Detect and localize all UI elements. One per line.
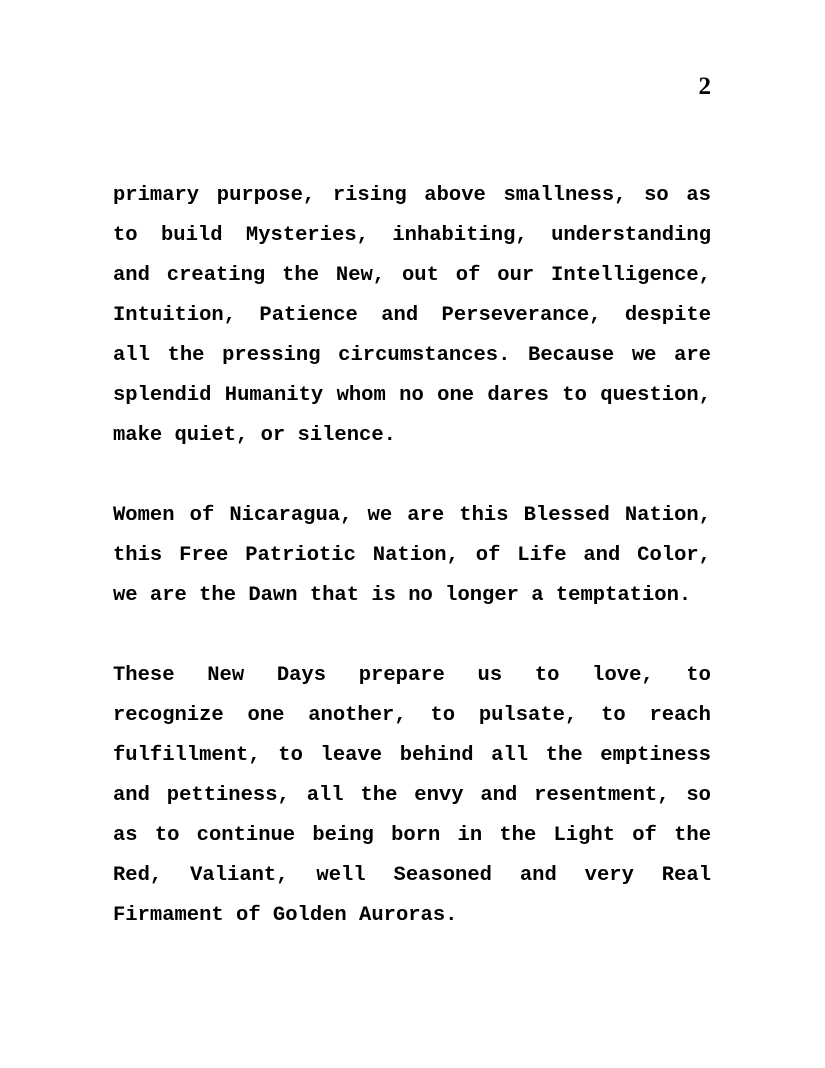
- text-line: Intuition, Patience and Perseverance, despite: [113, 304, 711, 327]
- text-line: recognize one another, to pulsate, to reach: [113, 704, 711, 727]
- text-line: and creating the New, out of our Intelligence,: [113, 264, 711, 287]
- text-line: make quiet, or silence.: [113, 424, 396, 447]
- document-body: [113, 176, 711, 976]
- text-line: Firmament of Golden Auroras.: [113, 904, 458, 927]
- text-line: splendid Humanity whom no one dares to question,: [113, 384, 711, 407]
- paragraph: [113, 496, 711, 616]
- paragraph: [113, 656, 711, 936]
- page-number: 2: [698, 73, 711, 100]
- text-line: and pettiness, all the envy and resentment, so: [113, 784, 711, 807]
- text-line: Red, Valiant, well Seasoned and very Real: [113, 864, 711, 887]
- text-line: fulfillment, to leave behind all the emptiness: [113, 744, 711, 767]
- paragraph: [113, 176, 711, 456]
- text-line: all the pressing circumstances. Because we are: [113, 344, 711, 367]
- text-line: this Free Patriotic Nation, of Life and Color,: [113, 544, 711, 567]
- text-line: we are the Dawn that is no longer a temptation.: [113, 584, 692, 607]
- text-line: These New Days prepare us to love, to: [113, 664, 711, 687]
- text-line: Women of Nicaragua, we are this Blessed Nation,: [113, 504, 711, 527]
- text-line: to build Mysteries, inhabiting, understanding: [113, 224, 711, 247]
- text-line: primary purpose, rising above smallness, so as: [113, 184, 711, 207]
- text-line: as to continue being born in the Light of the: [113, 824, 711, 847]
